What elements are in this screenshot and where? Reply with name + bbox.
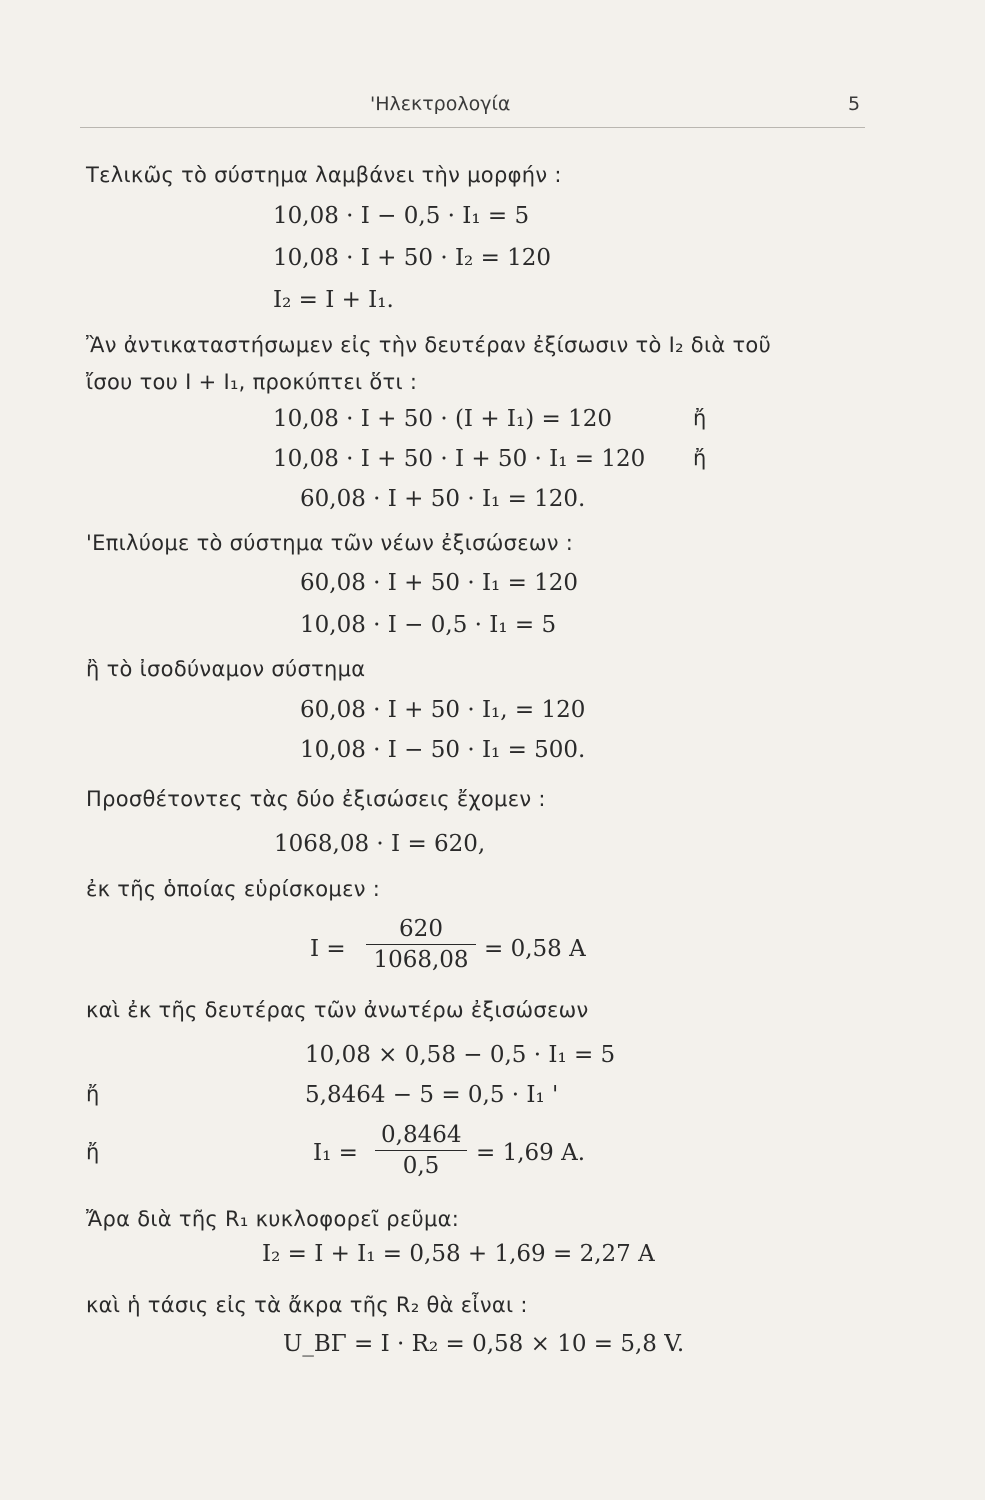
fraction2-rhs: = 1,69 A.	[476, 1140, 586, 1166]
calc-or1: ἤ	[86, 1082, 100, 1106]
fraction2-denominator: 0,5	[402, 1153, 440, 1179]
calc-equation2: 5,8464 − 5 = 0,5 · I₁ '	[305, 1082, 559, 1108]
substitution-text-line2: ἴσου του I + I₁, προκύπτει ὅτι :	[86, 370, 418, 394]
substitution-or2: ἤ	[693, 446, 707, 470]
fraction2	[375, 1122, 467, 1179]
voltage-equation: U_BΓ = I · R₂ = 0,58 × 10 = 5,8 V.	[283, 1331, 685, 1357]
fraction1-denominator: 1068,08	[373, 947, 469, 973]
system1-equation1: 10,08 · I − 0,5 · I₁ = 5	[273, 203, 530, 229]
sum-equation: 1068,08 · I = 620,	[274, 831, 486, 857]
substitution-or1: ἤ	[693, 406, 707, 430]
fraction1	[366, 916, 476, 973]
adding-intro: Προσθέτοντες τὰς δύο ἐξισώσεις ἔχομεν :	[86, 787, 546, 811]
page-number: 5	[848, 93, 861, 115]
intro-paragraph: Τελικῶς τὸ σύστημα λαμβάνει τὴν μορφήν :	[86, 163, 562, 187]
system2-equation1: 60,08 · I + 50 · I₁ = 120	[300, 570, 579, 596]
fraction1-rhs: = 0,58 A	[484, 936, 586, 962]
system3-equation2: 10,08 · I − 50 · I₁ = 500.	[300, 737, 586, 763]
equivalent-intro: ἢ τὸ ἰσοδύναμον σύστημα	[86, 657, 366, 681]
substitution-equation1: 10,08 · I + 50 · (I + I₁) = 120	[273, 406, 612, 432]
calc-equation1: 10,08 × 0,58 − 0,5 · I₁ = 5	[305, 1042, 616, 1068]
system3-equation1: 60,08 · I + 50 · I₁, = 120	[300, 697, 586, 723]
fraction2-lhs: I₁ =	[313, 1140, 358, 1166]
find-intro: ἐκ τῆς ὁποίας εὑρίσκομεν :	[86, 877, 381, 901]
system2-equation2: 10,08 · I − 0,5 · I₁ = 5	[300, 612, 557, 638]
running-title: 'Ηλεκτρολογία	[370, 93, 511, 115]
current-intro: Ἄρα διὰ τῆς R₁ κυκλοφορεῖ ρεῦμα:	[86, 1207, 460, 1231]
system1-equation2: 10,08 · I + 50 · I₂ = 120	[273, 245, 552, 271]
fraction1-lhs: I =	[310, 936, 346, 962]
calc-or2: ἤ	[86, 1140, 100, 1164]
system1-equation3: I₂ = I + I₁.	[273, 287, 394, 313]
header-rule	[80, 127, 865, 128]
substitution-equation3: 60,08 · I + 50 · I₁ = 120.	[300, 486, 586, 512]
second-equation-intro: καὶ ἐκ τῆς δευτέρας τῶν ἀνωτέρω ἐξισώσεων	[86, 998, 589, 1022]
substitution-equation2: 10,08 · I + 50 · I + 50 · I₁ = 120	[273, 446, 646, 472]
solve-intro: 'Επιλύομε τὸ σύστημα τῶν νέων ἐξισώσεων :	[86, 531, 574, 555]
substitution-text-line1: Ἂν ἀντικαταστήσωμεν εἰς τὴν δευτέραν ἐξίσωσιν τὸ I₂ διὰ τοῦ	[86, 333, 772, 357]
fraction2-numerator: 0,8464	[375, 1122, 467, 1151]
current-equation: I₂ = I + I₁ = 0,58 + 1,69 = 2,27 A	[262, 1241, 655, 1267]
voltage-intro: καὶ ἡ τάσις εἰς τὰ ἄκρα τῆς R₂ θὰ εἶναι :	[86, 1293, 528, 1317]
fraction1-numerator: 620	[366, 916, 476, 945]
